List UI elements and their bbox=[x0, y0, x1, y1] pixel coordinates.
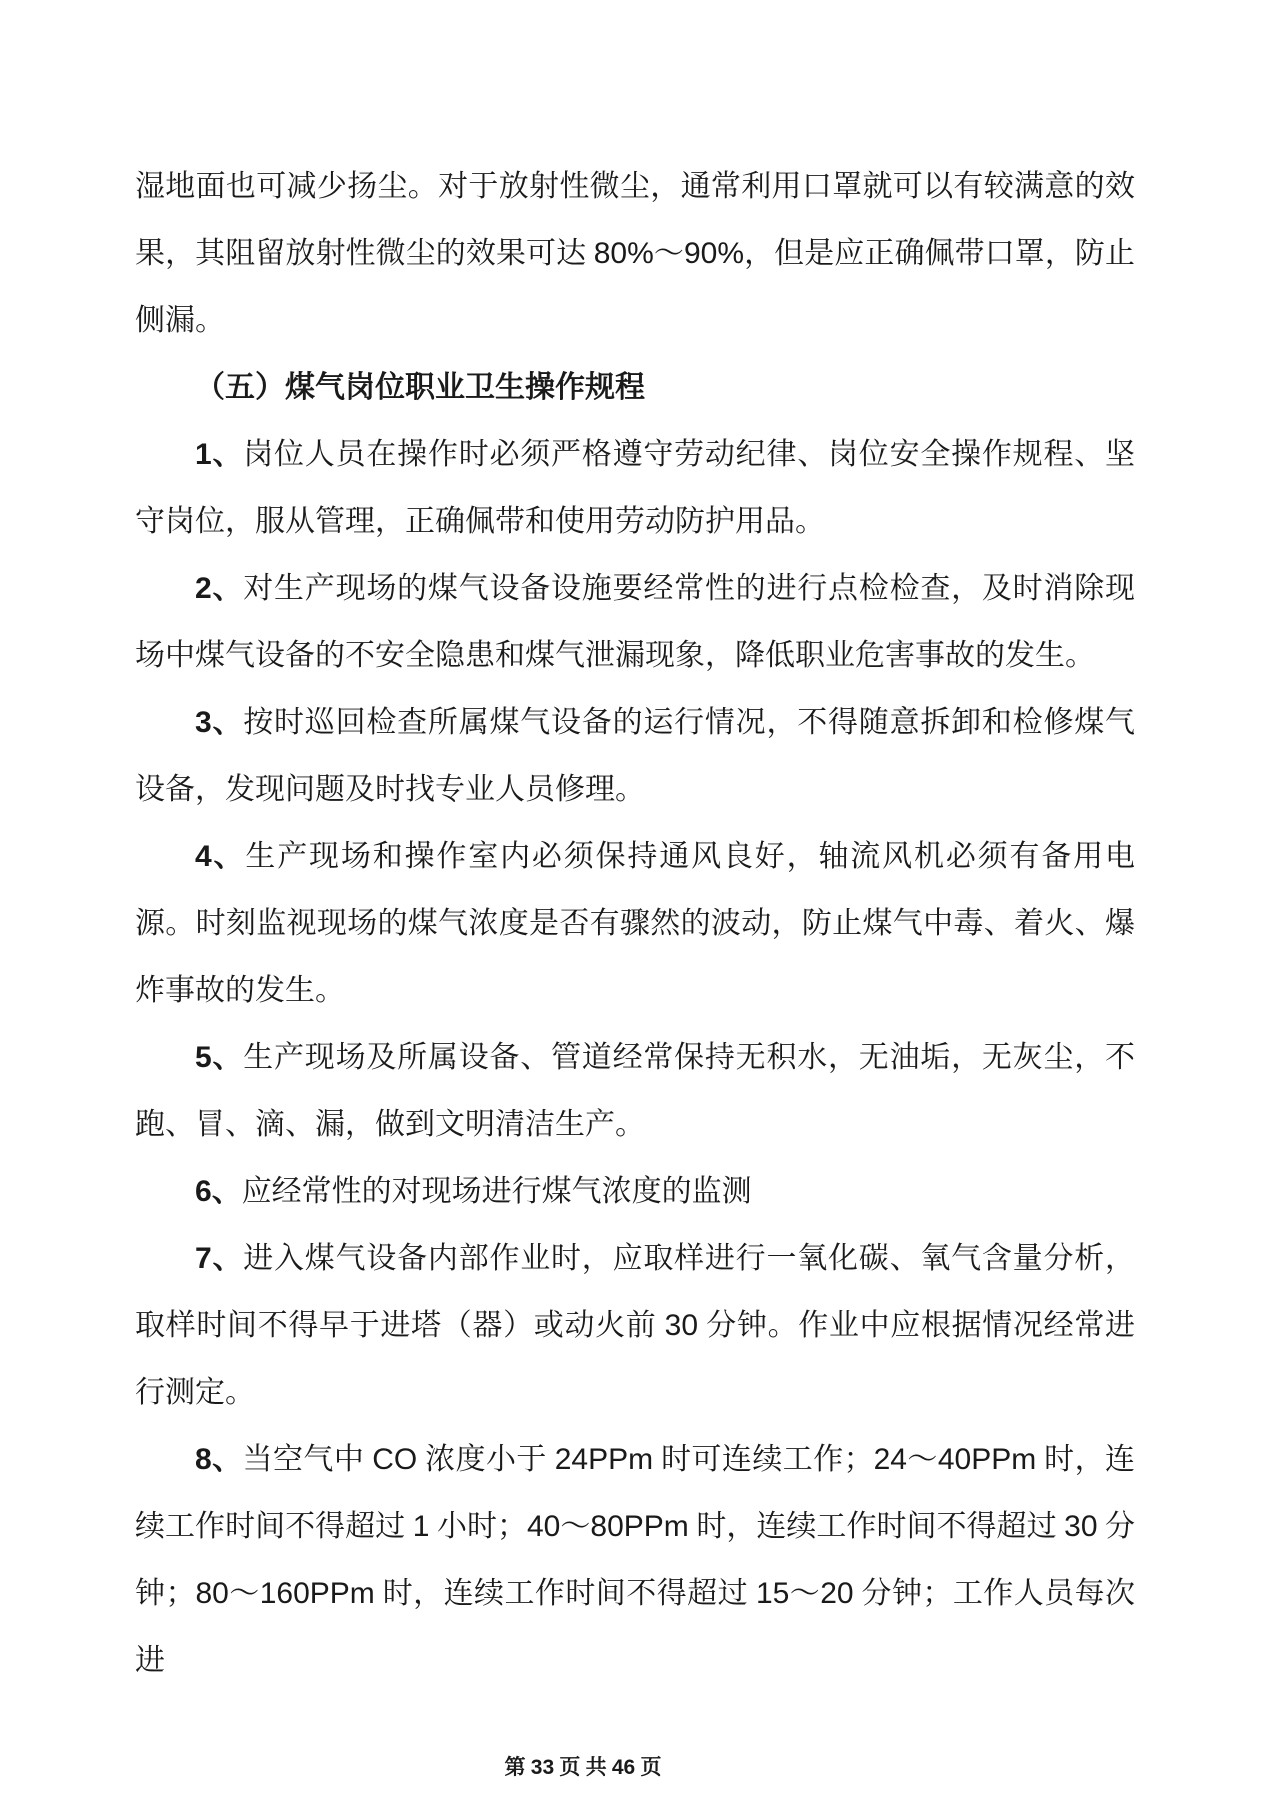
list-item-1 bbox=[135, 421, 1135, 555]
page-footer-text: 第 33 页 共 46 页 bbox=[504, 1755, 662, 1779]
list-item-text: 应经常性的对现场进行煤气浓度的监测 bbox=[241, 1175, 752, 1208]
list-item-6 bbox=[135, 1158, 1135, 1225]
list-item-text: 当空气中 CO 浓度小于 24PPm 时可连续工作；24～40PPm 时，连续工作时间不得超过 1 小时；40～80PPm 时，连续工作时间不得超过 30 分钟；80～160PPm 时，连续工作时间不得超过 15～20 分钟；工作人员每次进 bbox=[135, 1443, 1136, 1677]
list-item-number: 2、 bbox=[195, 572, 244, 605]
list-item-8 bbox=[135, 1426, 1135, 1694]
page-footer bbox=[83, 1753, 1083, 1782]
list-item-2 bbox=[135, 555, 1135, 689]
list-item-number: 1、 bbox=[195, 438, 244, 471]
list-item-7 bbox=[135, 1225, 1135, 1426]
list-item-number: 8、 bbox=[195, 1443, 243, 1476]
list-item-number: 5、 bbox=[195, 1041, 244, 1074]
list-item-text: 生产现场和操作室内必须保持通风良好，轴流风机必须有备用电源。时刻监视现场的煤气浓度是否有骤然的波动，防止煤气中毒、着火、爆炸事故的发生。 bbox=[135, 840, 1136, 1007]
section-heading bbox=[135, 354, 1135, 421]
list-item-number: 4、 bbox=[195, 840, 246, 873]
paragraph-continuation bbox=[135, 153, 1135, 354]
list-item-5 bbox=[135, 1024, 1135, 1158]
list-item-text: 生产现场及所属设备、管道经常保持无积水，无油垢，无灰尘，不跑、冒、滴、漏，做到文明清洁生产。 bbox=[135, 1041, 1136, 1141]
list-item-text: 对生产现场的煤气设备设施要经常性的进行点检检查，及时消除现场中煤气设备的不安全隐患和煤气泄漏现象，降低职业危害事故的发生。 bbox=[135, 572, 1136, 672]
list-item-number: 3、 bbox=[195, 706, 244, 739]
section-heading-text: （五）煤气岗位职业卫生操作规程 bbox=[195, 371, 645, 404]
list-item-number: 7、 bbox=[195, 1242, 244, 1275]
list-item-number: 6、 bbox=[195, 1175, 242, 1208]
list-item-4 bbox=[135, 823, 1135, 1024]
list-item-text: 按时巡回检查所属煤气设备的运行情况，不得随意拆卸和检修煤气设备，发现问题及时找专业人员修理。 bbox=[135, 706, 1136, 806]
paragraph-text: 湿地面也可减少扬尘。对于放射性微尘，通常利用口罩就可以有较满意的效果，其阻留放射性微尘的效果可达 80%～90%，但是应正确佩带口罩，防止侧漏。 bbox=[135, 170, 1136, 337]
list-item-3 bbox=[135, 689, 1135, 823]
list-item-text: 进入煤气设备内部作业时，应取样进行一氧化碳、氧气含量分析，取样时间不得早于进塔（器）或动火前 30 分钟。作业中应根据情况经常进行测定。 bbox=[135, 1242, 1136, 1409]
list-item-text: 岗位人员在操作时必须严格遵守劳动纪律、岗位安全操作规程、坚守岗位，服从管理，正确佩带和使用劳动防护用品。 bbox=[135, 438, 1136, 538]
